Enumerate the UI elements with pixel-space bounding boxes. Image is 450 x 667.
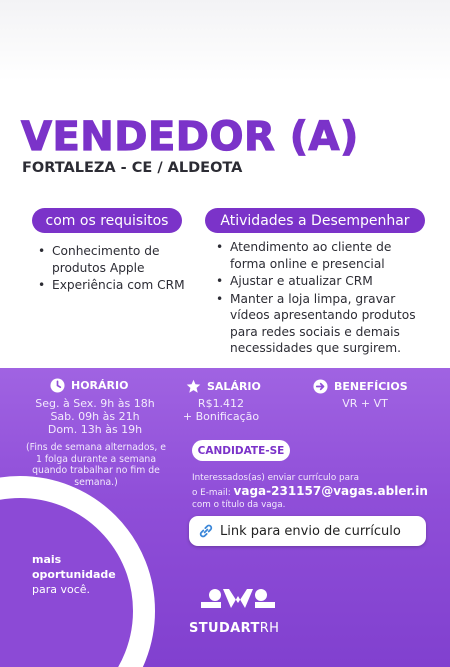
requirements-list — [38, 243, 198, 295]
requirements-pill: com os requisitos — [32, 208, 182, 233]
resume-link-label: Link para envio de currículo — [220, 523, 401, 539]
clock-icon — [50, 378, 65, 393]
benefits-value: VR + VT — [342, 397, 388, 410]
promo-text — [32, 552, 132, 597]
schedule-label: HORÁRIO — [71, 379, 129, 392]
salary-label: SALÁRIO — [207, 380, 261, 393]
schedule-line: Sab. 09h às 21h — [50, 410, 140, 423]
star-icon — [186, 379, 201, 394]
benefits-heading — [313, 379, 408, 394]
resume-link-button[interactable] — [189, 516, 426, 546]
apply-line: Interessados(as) enviar currículo para — [192, 473, 359, 483]
promo-line: mais — [32, 553, 62, 566]
list-item: • Conhecimento de produtos Apple — [38, 243, 198, 276]
salary-heading — [186, 379, 261, 394]
salary-info — [176, 397, 266, 423]
link-icon — [198, 523, 214, 539]
list-item: • Experiência com CRM — [38, 277, 198, 294]
apply-email[interactable]: vaga-231157@vagas.abler.in — [233, 483, 428, 498]
info-panel — [0, 368, 450, 667]
brand-name — [189, 621, 279, 636]
apply-info — [192, 472, 442, 512]
brand-name-bold: STUDART — [189, 621, 260, 636]
list-item: • Manter a loja limpa, gravar vídeos apresentando produtos para redes sociais e demais necessidades que surgirem. — [216, 291, 416, 357]
benefits-label: BENEFÍCIOS — [334, 380, 408, 393]
schedule-note: (Fins de semana alternados, e 1 folga durante a semana quando trabalhar no fim de semana.) — [26, 442, 166, 488]
list-item: • Atendimento ao cliente de forma online e presencial — [216, 239, 416, 272]
activities-list — [216, 239, 416, 358]
brand-name-light: RH — [259, 621, 280, 636]
apply-email-line — [192, 485, 442, 500]
apply-email-prefix: o E-mail: — [192, 487, 234, 498]
apply-line: com o título da vaga. — [192, 500, 286, 510]
job-title: VENDEDOR (A) — [21, 114, 359, 160]
studart-logo — [193, 586, 283, 616]
list-item: • Ajustar e atualizar CRM — [216, 273, 416, 290]
schedule-line: Seg. à Sex. 9h às 18h — [35, 397, 155, 410]
promo-line: oportunidade — [32, 568, 116, 581]
job-location: FORTALEZA - CE / ALDEOTA — [22, 160, 243, 176]
salary-value: R$1.412 — [197, 397, 245, 410]
schedule-heading — [50, 378, 128, 393]
salary-extra: + Bonificação — [182, 410, 260, 423]
activities-pill: Atividades a Desempenhar — [205, 208, 425, 233]
schedule-line: Dom. 13h às 19h — [47, 423, 143, 436]
schedule-hours — [30, 397, 160, 436]
promo-line: para você. — [32, 583, 91, 596]
apply-pill: CANDIDATE-SE — [192, 440, 290, 461]
arrow-circle-icon — [313, 379, 328, 394]
